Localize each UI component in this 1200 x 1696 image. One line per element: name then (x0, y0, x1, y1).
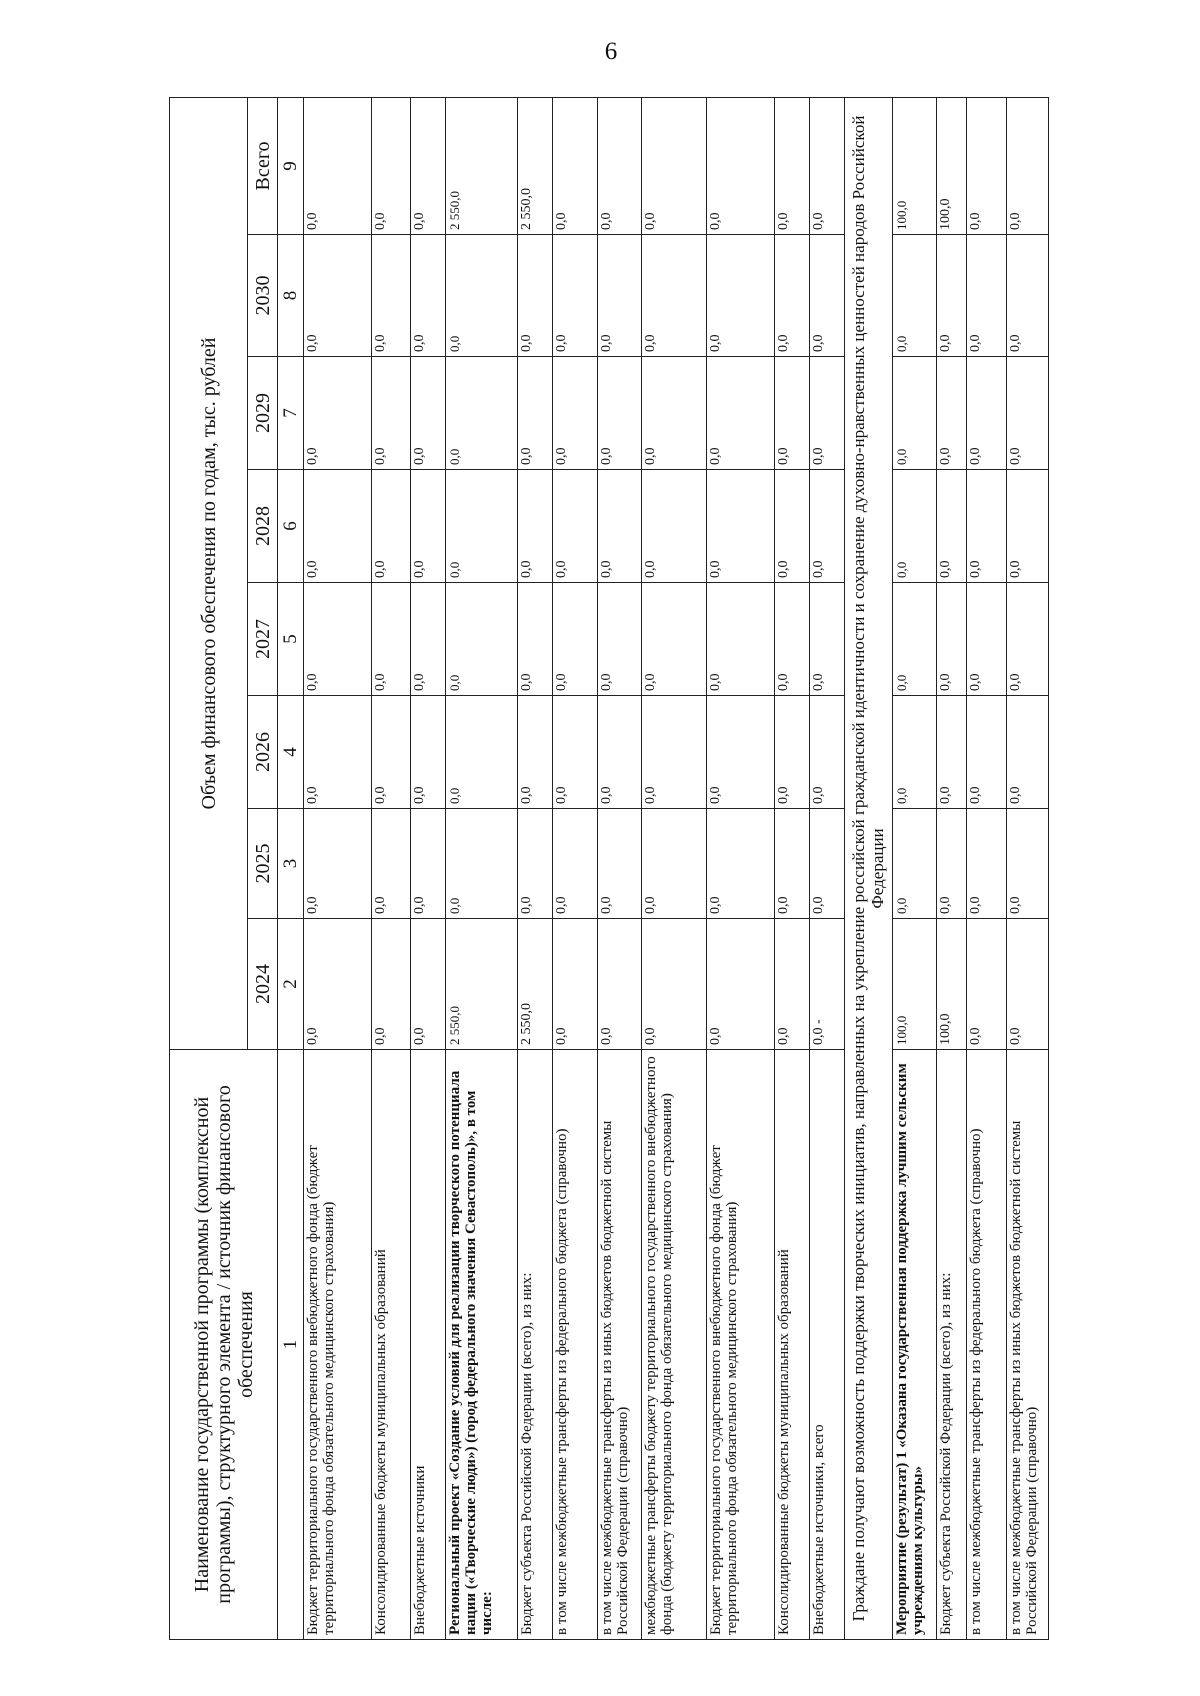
total-cell: 0,0 (304, 97, 372, 234)
value-cell: 0,0 (892, 696, 936, 809)
value-cell: 2 550,0 (518, 919, 553, 1050)
value-cell: 0,0 (553, 919, 597, 1050)
total-cell: 0,0 (371, 97, 411, 234)
total-cell: 0,0 (642, 97, 707, 234)
value-cell: 0,0 (371, 809, 411, 919)
column-number: 3 (278, 809, 304, 919)
financing-table (169, 97, 1049, 1640)
value-cell: 0,0 (892, 583, 936, 696)
table-row (707, 97, 775, 1639)
value-cell: 0,0 (642, 583, 707, 696)
total-cell: 0,0 (597, 97, 641, 234)
value-cell: 0,0 (371, 919, 411, 1050)
row-name: Внебюджетные источники, всего (809, 1050, 844, 1640)
value-cell: 0,0 (304, 696, 372, 809)
value-cell: 0,0 (411, 696, 446, 809)
value-cell: 0,0 (892, 809, 936, 919)
row-name: Консолидированные бюджеты муниципальных образований (371, 1050, 411, 1640)
row-name: Бюджет территориального государственного внебюджетного фонда (бюджет территориального фонда обязательного медицинского страхования) (707, 1050, 775, 1640)
value-cell: 0,0 (1007, 470, 1049, 583)
year-header: 2028 (248, 470, 278, 583)
value-cell: 0,0 (553, 809, 597, 919)
value-cell: 0,0 (774, 357, 809, 470)
value-cell: 0,0 (892, 357, 936, 470)
value-cell: 0,0 (707, 919, 775, 1050)
value-cell: 0,0 (967, 470, 1007, 583)
value-cell: 0,0 (809, 696, 844, 809)
total-cell: 0,0 (553, 97, 597, 234)
value-cell: 0,0 (304, 357, 372, 470)
row-name: Консолидированные бюджеты муниципальных образований (774, 1050, 809, 1640)
value-cell: 100,0 (892, 919, 936, 1050)
value-cell: 0,0 (597, 357, 641, 470)
value-cell: 0,0 (937, 235, 967, 357)
year-header: 2029 (248, 357, 278, 470)
column-number: 5 (278, 583, 304, 696)
value-cell: 0,0 (809, 809, 844, 919)
value-cell: 0,0 (304, 809, 372, 919)
table-body (304, 97, 845, 1639)
value-cell: 0,0 (774, 470, 809, 583)
value-cell: 0,0 (1007, 357, 1049, 470)
value-cell: 2 550,0 (446, 919, 518, 1050)
volume-header: Объем финансового обеспечения по годам, тыс. рублей (170, 97, 248, 1049)
value-cell: 100,0 (937, 919, 967, 1050)
row-name: в том числе межбюджетные трансферты из федерального бюджета (справочно) (967, 1050, 1007, 1640)
name-column-header: Наименование государственной программы (комплексной программы), структурного элемента / источник финансового обеспечения (170, 1050, 278, 1640)
value-cell: 0,0 (518, 583, 553, 696)
value-cell: 0,0 (553, 235, 597, 357)
value-cell: 0,0 (1007, 919, 1049, 1050)
row-name: в том числе межбюджетные трансферты из иных бюджетов бюджетной системы Российской Федерации (справочно) (1007, 1050, 1049, 1640)
value-cell: 0,0 (411, 583, 446, 696)
value-cell: 0,0 (809, 235, 844, 357)
value-cell: 0,0 (967, 696, 1007, 809)
value-cell: 0,0 (1007, 696, 1049, 809)
value-cell: 0,0 (892, 470, 936, 583)
table-row (967, 97, 1007, 1639)
value-cell: 0,0 (371, 583, 411, 696)
total-cell: 100,0 (892, 97, 936, 234)
year-header: 2030 (248, 235, 278, 357)
row-name: Бюджет территориального государственного внебюджетного фонда (бюджет территориального фонда обязательного медицинского страхования) (304, 1050, 372, 1640)
value-cell: 0,0 (518, 470, 553, 583)
value-cell: 0,0 (411, 809, 446, 919)
table-row (937, 97, 967, 1639)
table-row (411, 97, 446, 1639)
value-cell: 0,0 (518, 235, 553, 357)
value-cell: 0,0 (707, 809, 775, 919)
total-cell: 0,0 (1007, 97, 1049, 234)
value-cell: 0,0 (446, 696, 518, 809)
value-cell: 0,0 (809, 583, 844, 696)
value-cell: 0,0 (937, 696, 967, 809)
value-cell: 0,0 (446, 583, 518, 696)
value-cell: 0,0 (518, 696, 553, 809)
value-cell: 0,0 (642, 357, 707, 470)
value-cell: 0,0 (304, 470, 372, 583)
rotated-table-wrapper (169, 98, 1049, 1640)
value-cell: 0,0 (642, 696, 707, 809)
column-number: 7 (278, 357, 304, 470)
value-cell: 0,0 (967, 809, 1007, 919)
table-row (446, 97, 518, 1639)
value-cell: 0,0 (553, 470, 597, 583)
value-cell: 0,0 (411, 470, 446, 583)
total-cell: 2 550,0 (446, 97, 518, 234)
value-cell: 0,0 (937, 470, 967, 583)
total-cell: 0,0 (774, 97, 809, 234)
table-row (774, 97, 809, 1639)
value-cell: 0,0 (371, 357, 411, 470)
value-cell: 0,0 (371, 696, 411, 809)
column-number: 4 (278, 696, 304, 809)
value-cell: 0,0 (967, 357, 1007, 470)
row-name: Бюджет субъекта Российской Федерации (всего), из них: (518, 1050, 553, 1640)
column-number: 9 (278, 97, 304, 234)
value-cell: 0,0 (553, 696, 597, 809)
value-cell: 0,0 (967, 235, 1007, 357)
row-name: Региональный проект «Создание условий для реализации творческого потенциала нации («Творческие люди») (город федерального значения Севастополь)», в том числе: (446, 1050, 518, 1640)
column-number: 2 (278, 919, 304, 1050)
year-header: 2025 (248, 809, 278, 919)
value-cell: 0,0 (707, 696, 775, 809)
value-cell: 0,0 (446, 235, 518, 357)
year-header: 2024 (248, 919, 278, 1050)
total-header: Всего (248, 97, 278, 234)
value-cell: 0,0 (597, 235, 641, 357)
row-name: в том числе межбюджетные трансферты из иных бюджетов бюджетной системы Российской Федерации (справочно) (597, 1050, 641, 1640)
row-name: Бюджет субъекта Российской Федерации (всего), из них: (937, 1050, 967, 1640)
value-cell: 0,0 (707, 357, 775, 470)
value-cell: 0,0 (518, 809, 553, 919)
value-cell: 0,0 (597, 470, 641, 583)
table-row (809, 97, 844, 1639)
value-cell: 0,0 (304, 583, 372, 696)
value-cell: 0,0 (809, 470, 844, 583)
value-cell: 0,0 (411, 919, 446, 1050)
section-title: Граждане получают возможность поддержки творческих инициатив, направленных на укрепление российской гражданской идентичности и сохранение духовно-нравственных ценностей народов Российской Федерации (844, 97, 892, 1639)
value-cell: 0,0 (707, 470, 775, 583)
value-cell: 0,0 (553, 357, 597, 470)
value-cell: 0,0 (809, 357, 844, 470)
table-row (597, 97, 641, 1639)
value-cell: 0,0 (642, 470, 707, 583)
value-cell: 0,0 (937, 357, 967, 470)
value-cell: 0,0 (411, 235, 446, 357)
value-cell: 0,0 (304, 919, 372, 1050)
value-cell: 0,0 (707, 235, 775, 357)
column-numbers-row (278, 97, 304, 1639)
value-cell: 0,0 (1007, 235, 1049, 357)
table-row (892, 97, 936, 1639)
value-cell: 0,0 (774, 809, 809, 919)
table-body-2 (892, 97, 1048, 1639)
value-cell: 0,0 (446, 357, 518, 470)
value-cell: 0,0 (774, 583, 809, 696)
value-cell: 0,0 (774, 919, 809, 1050)
value-cell: 0,0 (967, 919, 1007, 1050)
value-cell: 0,0 (371, 235, 411, 357)
value-cell: 0,0 (1007, 809, 1049, 919)
value-cell: 0,0 (937, 583, 967, 696)
table-row (642, 97, 707, 1639)
table-row (304, 97, 372, 1639)
value-cell: 0,0 (707, 583, 775, 696)
total-cell: 0,0 (967, 97, 1007, 234)
value-cell: 0,0 (371, 470, 411, 583)
value-cell: 0,0 (597, 583, 641, 696)
value-cell: 0,0 (518, 357, 553, 470)
column-number: 8 (278, 235, 304, 357)
value-cell: 0,0 (411, 357, 446, 470)
total-cell: 100,0 (937, 97, 967, 234)
total-cell: 2 550,0 (518, 97, 553, 234)
value-cell: 0,0 (1007, 583, 1049, 696)
table-row (553, 97, 597, 1639)
row-name: Мероприятие (результат) 1 «Оказана государственная поддержка лучшим сельским учреждениям культуры» (892, 1050, 936, 1640)
table-row (371, 97, 411, 1639)
row-name: в том числе межбюджетные трансферты из федерального бюджета (справочно) (553, 1050, 597, 1640)
value-cell: 0,0 (642, 809, 707, 919)
value-cell: 0,0 - (809, 919, 844, 1050)
value-cell: 0,0 (597, 809, 641, 919)
value-cell: 0,0 (967, 583, 1007, 696)
value-cell: 0,0 (774, 235, 809, 357)
column-number: 1 (278, 1050, 304, 1640)
total-cell: 0,0 (809, 97, 844, 234)
value-cell: 0,0 (446, 470, 518, 583)
value-cell: 0,0 (937, 809, 967, 919)
value-cell: 0,0 (597, 696, 641, 809)
table-row (1007, 97, 1049, 1639)
total-cell: 0,0 (411, 97, 446, 234)
table-row (518, 97, 553, 1639)
section-body (844, 97, 892, 1639)
year-header: 2027 (248, 583, 278, 696)
value-cell: 0,0 (553, 583, 597, 696)
value-cell: 0,0 (304, 235, 372, 357)
value-cell: 0,0 (446, 809, 518, 919)
value-cell: 0,0 (642, 235, 707, 357)
year-header: 2026 (248, 696, 278, 809)
total-cell: 0,0 (707, 97, 775, 234)
value-cell: 0,0 (892, 235, 936, 357)
page-number: 6 (604, 38, 618, 65)
column-number: 6 (278, 470, 304, 583)
value-cell: 0,0 (642, 919, 707, 1050)
row-name: межбюджетные трансферты бюджету территориального государственного внебюджетного фонда (бюджету территориального фонда обязательного медицинского страхования) (642, 1050, 707, 1640)
value-cell: 0,0 (774, 696, 809, 809)
row-name: Внебюджетные источники (411, 1050, 446, 1640)
value-cell: 0,0 (597, 919, 641, 1050)
